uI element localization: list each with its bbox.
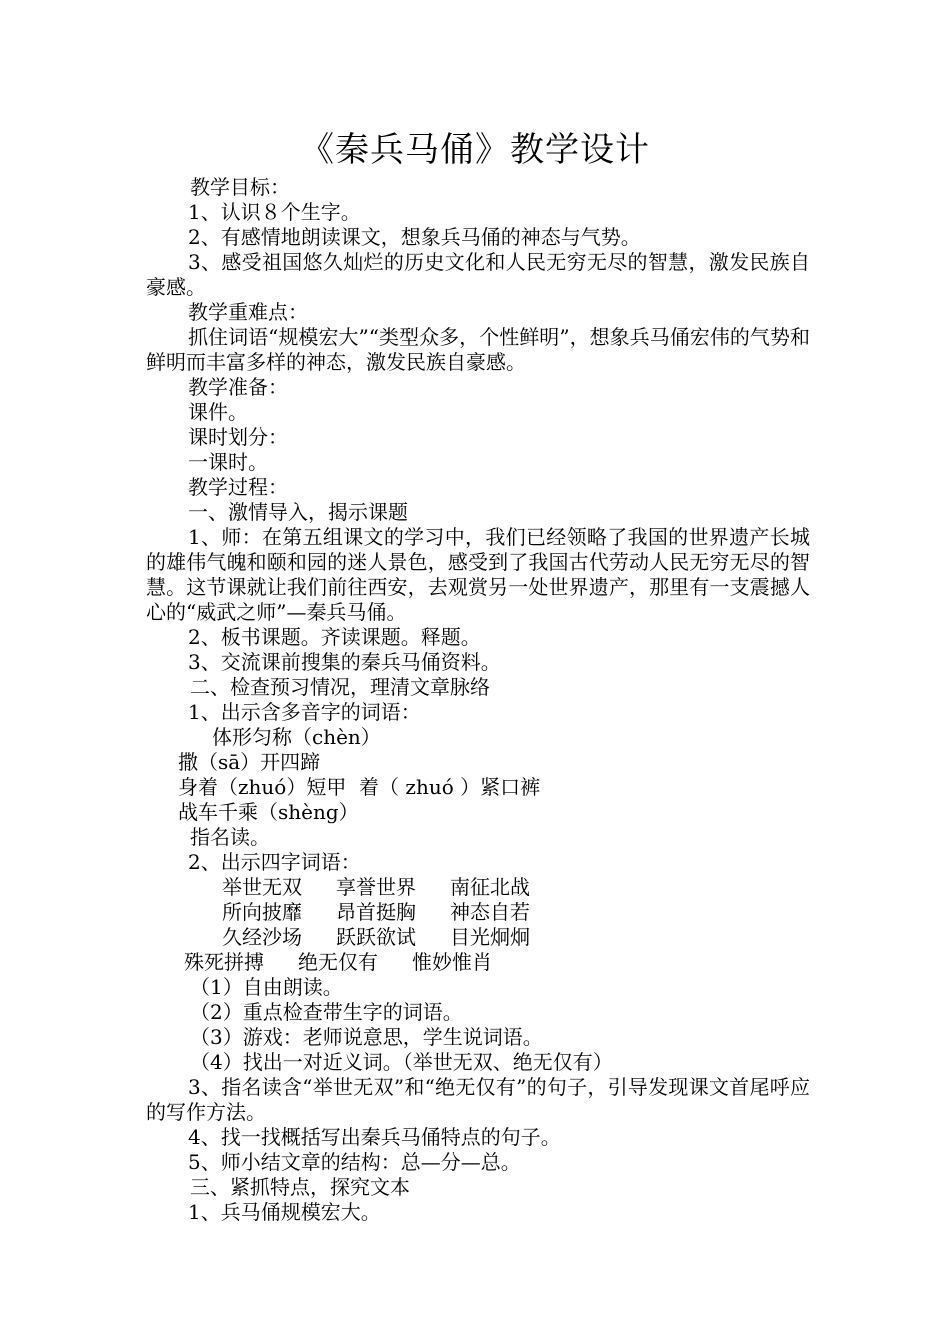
list-item: 1、兵马俑规模宏大。 <box>188 1200 381 1224</box>
word: 久经沙场 <box>222 925 302 949</box>
word: 举世无双 <box>222 875 302 899</box>
word: 跃跃欲试 <box>336 925 416 949</box>
document-body <box>146 175 810 1225</box>
list-item: 3、指名读含“举世无双”和“绝无仅有”的句子，引导发现课文首尾呼应的写作方法。 <box>146 1075 810 1124</box>
vocab-line: 体形匀称（chèn） <box>212 725 381 749</box>
paragraph: 抓住词语“规模宏大”“类型众多，个性鲜明”，想象兵马俑宏伟的气势和鲜明而丰富多样的神态，激发民族自豪感。 <box>146 325 810 374</box>
vocab-line: 撒（sā）开四蹄 <box>178 750 321 774</box>
document-title: 《秦兵马俑》教学设计 <box>300 130 650 170</box>
section-heading-key-points: 教学重难点： <box>188 300 308 324</box>
section-heading-goals: 教学目标： <box>190 175 290 199</box>
list-item: 2、板书课题。齐读课题。释题。 <box>188 625 481 649</box>
sub-item: （3）游戏：老师说意思，学生说词语。 <box>190 1025 543 1049</box>
word: 神态自若 <box>450 900 530 924</box>
section-heading-preparation: 教学准备： <box>188 375 288 399</box>
word: 惟妙惟肖 <box>412 950 492 974</box>
step-heading: 二、检查预习情况，理清文章脉络 <box>190 675 490 699</box>
sub-item: （2）重点检查带生字的词语。 <box>190 1000 463 1024</box>
section-heading-schedule: 课时划分： <box>188 425 288 449</box>
goal-item: 2、有感情地朗读课文，想象兵马俑的神态与气势。 <box>188 225 641 249</box>
word: 享誉世界 <box>336 875 416 899</box>
goal-item: 3、感受祖国悠久灿烂的历史文化和人民无穷无尽的智慧，激发民族自豪感。 <box>146 250 810 299</box>
sub-item: （1）自由朗读。 <box>190 975 343 999</box>
list-item: 1、出示含多音字的词语： <box>188 700 421 724</box>
paragraph: 课件。 <box>188 400 248 424</box>
paragraph: 一课时。 <box>188 450 268 474</box>
list-item: 3、交流课前搜集的秦兵马俑资料。 <box>188 650 501 674</box>
word: 南征北战 <box>450 875 530 899</box>
vocab-line: 战车千乘（shèng） <box>178 800 359 824</box>
step-heading: 一、激情导入，揭示课题 <box>188 500 408 524</box>
word-row <box>146 925 810 950</box>
word-row <box>146 950 810 975</box>
word: 目光炯炯 <box>450 925 530 949</box>
list-item: 4、找一找概括写出秦兵马俑特点的句子。 <box>188 1125 561 1149</box>
list-item: 5、师小结文章的结构：总—分—总。 <box>188 1150 521 1174</box>
word: 所向披靡 <box>222 900 302 924</box>
word-row <box>146 900 810 925</box>
vocab-line: 身着（zhuó）短甲 着（ zhuó ）紧口裤 <box>178 775 541 799</box>
word-row <box>146 875 810 900</box>
paragraph: 1、师：在第五组课文的学习中，我们已经领略了我国的世界遗产长城的雄伟气魄和颐和园的迷人景色，感受到了我国古代劳动人民无穷无尽的智慧。这节课就让我们前往西安，去观赏另一处世界遗产，那里有一支震撼人心的“威武之师”—秦兵马俑。 <box>146 525 810 624</box>
word: 昂首挺胸 <box>336 900 416 924</box>
step-heading: 三、紧抓特点，探究文本 <box>190 1175 410 1199</box>
list-item: 2、出示四字词语： <box>188 850 361 874</box>
sub-item: （4）找出一对近义词。（举世无双、绝无仅有） <box>190 1050 613 1074</box>
goal-item: 1、认识８个生字。 <box>188 200 361 224</box>
paragraph: 指名读。 <box>190 825 270 849</box>
word: 殊死拼搏 <box>184 950 264 974</box>
section-heading-process: 教学过程： <box>188 475 288 499</box>
word: 绝无仅有 <box>298 950 378 974</box>
